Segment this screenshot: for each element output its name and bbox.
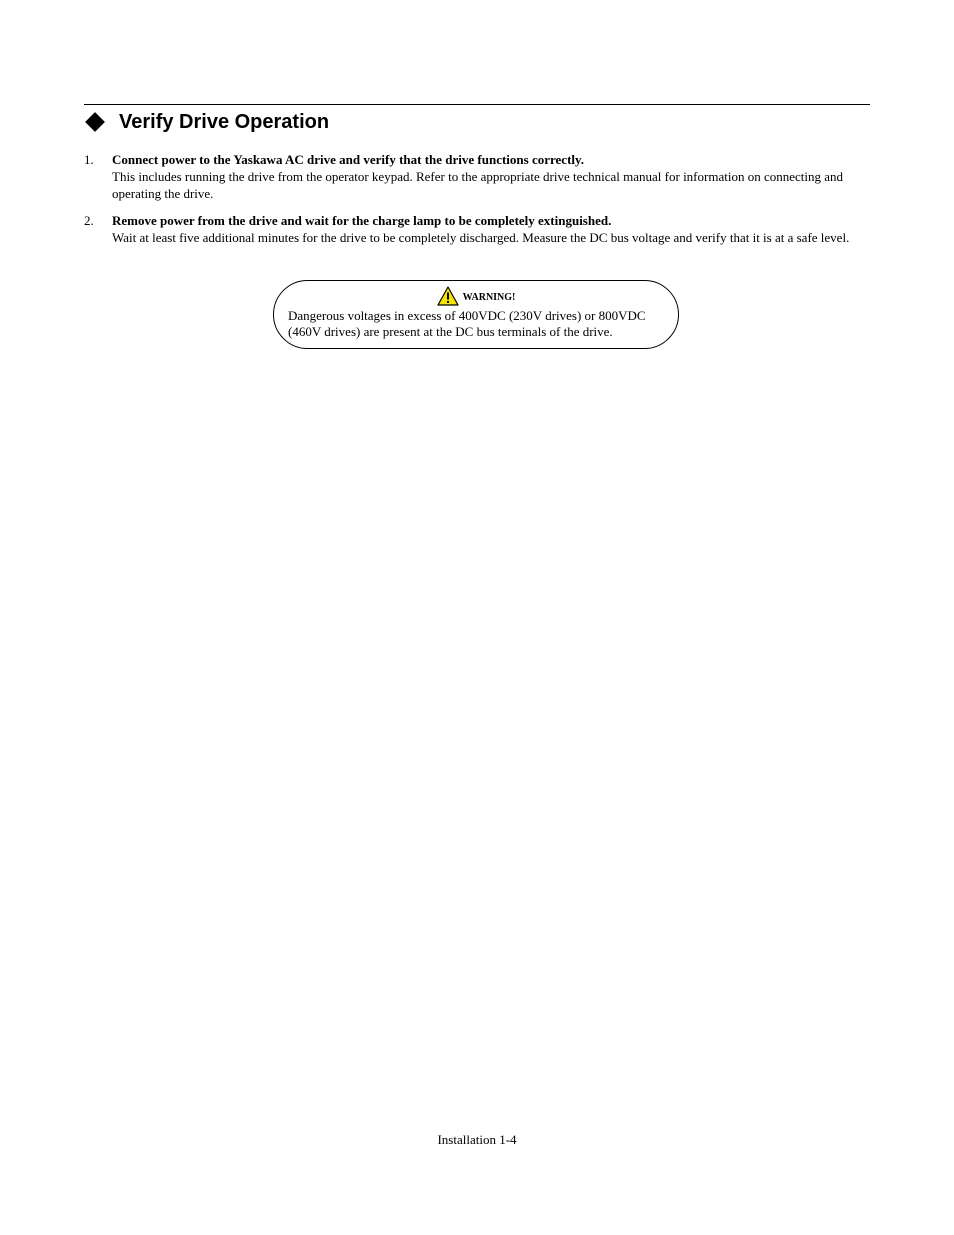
step-item [84,212,870,246]
warning-text: Dangerous voltages in excess of 400VDC (230V drives) or 800VDC (460V drives) are present at the DC bus terminals of the drive. [288,308,646,339]
step-title: Connect power to the Yaskawa AC drive and verify that the drive functions correctly. [112,152,585,167]
step-body [112,212,870,246]
step-number: 1. [84,152,94,167]
diamond-bullet-icon [85,112,105,132]
warning-label: WARNING! [462,291,516,303]
warning-header [274,286,678,306]
warning-triangle-icon [437,286,459,306]
section-title: Verify Drive Operation [119,111,330,133]
page-footer: Installation 1-4 [437,1132,517,1147]
step-description: Wait at least five additional minutes for the drive to be completely discharged. Measure the DC bus voltage and verify that it is at a safe level. [112,230,850,245]
step-number: 2. [84,213,94,228]
warning-box [273,280,679,349]
section-rule [84,104,870,105]
step-item [84,151,870,202]
step-title: Remove power from the drive and wait for the charge lamp to be completely extinguished. [112,213,612,228]
step-body [112,151,870,202]
section-heading [84,109,329,135]
step-description: This includes running the drive from the operator keypad. Refer to the appropriate drive technical manual for information on connecting and operating the drive. [112,169,844,201]
